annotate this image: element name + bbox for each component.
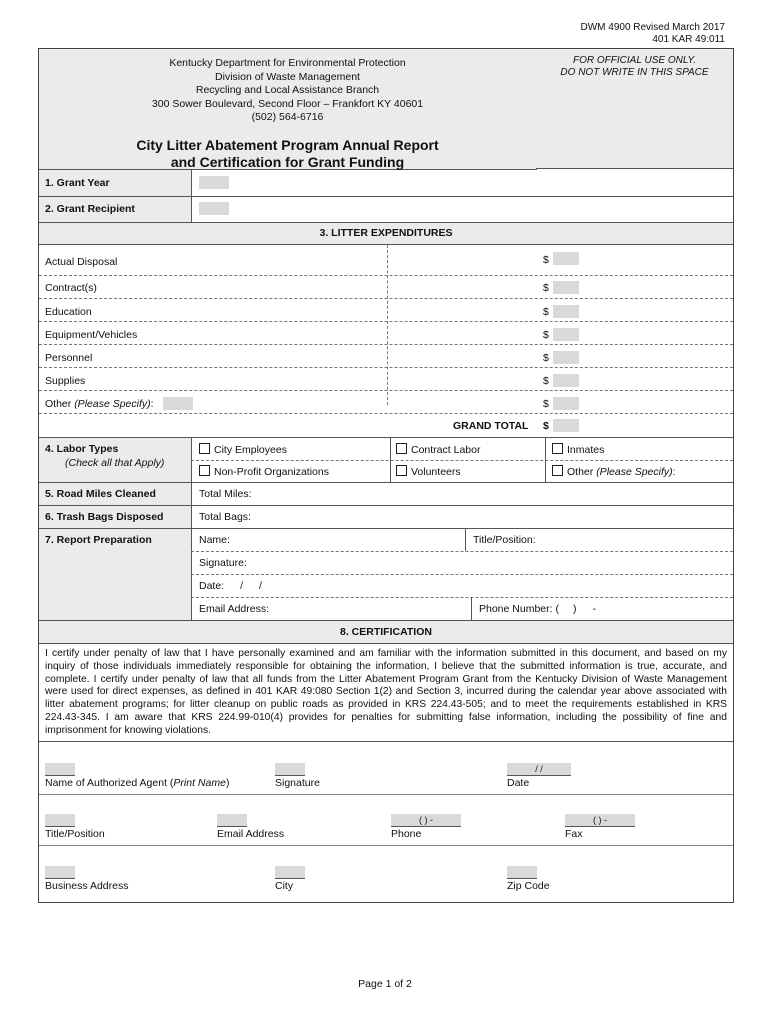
currency-sign: $ [543,329,549,341]
grand-total-label: GRAND TOTAL [453,420,529,432]
agency-block [39,49,537,170]
regulation-code: 401 KAR 49:011 [652,34,725,45]
divider [39,196,733,197]
certification-text: I certify under penalty of law that I have personally examined and am familiar with the information submitted in this document, and based on my inquiry of those individuals immediately responsible for obtaining the information, I believe that the submitted information is true, accurate, and complete. I certify under penalty of law that all funds from the Litter Abatement Program Grant from the Kentucky Division of Waste Management were used for direct expenses, as defined in 401 KAR 49:080 Section 1(2) and Section 3, incurred during the calendar year above associated with litter abatement programs; for litter cleanup on public roads as provided in KRS 224.43-505; and to meet the requirements established in KRS 224.43-345. I am aware that KRS 224.99-010(4) provides for penalties for submitting false information, including the possibility of fine and imprisonment for knowing violations. [45,648,727,736]
total-bags-field[interactable]: Total Bags: [199,511,251,523]
form-number-block [580,22,725,46]
labor-city-employees[interactable] [199,443,287,456]
currency-sign: $ [543,420,549,432]
option-label: Volunteers [411,466,461,478]
fax-field[interactable]: ( ) - [565,814,635,827]
grant-year-label: 1. Grant Year [45,177,110,189]
personnel-amount[interactable] [553,351,579,364]
zip-code-field[interactable] [507,866,537,879]
option-label: City Employees [214,444,287,456]
report-form [38,48,734,903]
labor-volunteers[interactable] [396,465,461,478]
checkbox-icon[interactable] [396,465,407,476]
option-label-italic: (Please Specify) [596,466,673,478]
option-label: Other [567,466,597,478]
other-amount[interactable] [553,397,579,410]
divider [39,741,733,742]
preparer-title-field[interactable]: Title/Position: [473,534,536,546]
divider [39,413,733,414]
certification-heading: 8. CERTIFICATION [39,621,733,643]
division-name: Division of Waste Management [215,70,360,83]
expense-actual-disposal: Actual Disposal [45,256,118,268]
agent-label-text: Name of Authorized Agent ( [45,777,174,789]
divider [465,528,466,551]
expense-personnel: Personnel [45,352,93,364]
preparer-name-field[interactable]: Name: [199,534,230,546]
total-miles-field[interactable]: Total Miles: [199,488,252,500]
email-address-label: Email Address [217,828,285,840]
other-label-text: Other [45,398,75,410]
checkbox-icon[interactable] [552,443,563,454]
option-label: Non-Profit Organizations [214,466,329,478]
signature-label: Signature [275,777,320,789]
official-use-line1: FOR OFFICIAL USE ONLY. [572,55,696,66]
road-miles-label: 5. Road Miles Cleaned [45,488,156,500]
labor-non-profit[interactable] [199,465,329,478]
divider [39,244,733,245]
equipment-amount[interactable] [553,328,579,341]
option-label-colon: : [672,466,676,478]
grant-recipient-label: 2. Grant Recipient [45,203,135,215]
divider [39,298,733,299]
agent-label-paren: ) [225,777,230,789]
divider [191,551,733,552]
agent-name-field[interactable] [45,763,75,776]
checkbox-icon[interactable] [396,443,407,454]
option-label: Inmates [567,444,605,456]
divider [39,794,733,795]
form-title-line1: City Litter Abatement Program Annual Report [136,136,439,153]
agent-date-field[interactable]: / / [507,763,571,776]
divider [39,505,733,506]
expense-contracts: Contract(s) [45,282,97,294]
expense-supplies: Supplies [45,375,86,387]
divider [39,275,733,276]
currency-sign: $ [543,352,549,364]
zip-code-label: Zip Code [507,880,550,892]
divider [387,245,388,405]
grant-year-field[interactable] [199,176,229,189]
city-label: City [275,880,294,892]
divider [39,528,733,529]
phone-label: Phone [391,828,422,840]
labor-types-hint: (Check all that Apply) [65,457,165,469]
divider [191,597,733,598]
date-separator: / [259,580,262,592]
title-position-field[interactable] [45,814,75,827]
labor-other[interactable] [552,465,676,478]
divider [191,460,733,461]
other-label-italic: (Please Specify) [74,398,151,410]
currency-sign: $ [543,398,549,410]
date-label: Date: [199,580,225,592]
contracts-amount[interactable] [553,281,579,294]
currency-sign: $ [543,375,549,387]
currency-sign: $ [543,306,549,318]
labor-inmates[interactable] [552,443,604,456]
form-number: DWM 4900 Revised March 2017 [580,22,725,33]
phone-paren: ) [572,603,577,615]
report-preparation-label: 7. Report Preparation [45,534,152,546]
agency-name: Kentucky Department for Environmental Protection [169,57,406,69]
grant-recipient-field[interactable] [199,202,229,215]
divider [191,574,733,575]
email-address-field[interactable] [217,814,247,827]
agent-label-italic: Print Name [173,777,226,789]
branch-name: Recycling and Local Assistance Branch [195,84,380,96]
currency-sign: $ [543,254,549,266]
business-address-field[interactable] [45,866,75,879]
divider [39,482,733,483]
divider [39,390,733,391]
form-title-line2: and Certification for Grant Funding [170,153,405,170]
divider [39,321,733,322]
education-amount[interactable] [553,305,579,318]
labor-types-label: 4. Labor Types [45,443,119,455]
business-address-label: Business Address [45,880,129,892]
trash-bags-label: 6. Trash Bags Disposed [45,511,164,523]
supplies-amount[interactable] [553,374,579,387]
preparer-phone-field[interactable] [479,603,596,615]
grand-total-amount[interactable] [553,419,579,432]
phone-label: Phone Number: ( [479,603,559,615]
other-specify-field[interactable] [163,397,193,410]
actual-disposal-amount[interactable] [553,252,579,265]
expense-other-label [45,398,154,410]
other-label-colon: : [150,398,154,410]
expense-education: Education [45,306,92,318]
agency-address: 300 Sower Boulevard, Second Floor – Frankfort KY 40601 [151,97,424,110]
labor-contract-labor[interactable] [396,443,480,456]
checkbox-icon[interactable] [199,465,210,476]
date-separator: / [240,580,244,592]
divider [471,597,472,620]
currency-sign: $ [543,282,549,294]
date-label: Date [507,777,530,789]
litter-expenditures-heading: 3. LITTER EXPENDITURES [39,223,733,244]
city-field[interactable] [275,866,305,879]
official-use-line2: DO NOT WRITE IN THIS SPACE [560,67,709,78]
agent-signature-field[interactable] [275,763,305,776]
phone-dash: - [592,603,596,615]
divider [39,367,733,368]
page-number: Page 1 of 2 [358,978,412,990]
preparer-date-field[interactable] [199,580,262,592]
preparer-email-field[interactable]: Email Address: [199,603,270,615]
official-use-box [536,49,733,169]
agent-name-label [45,777,229,789]
title-position-label: Title/Position [45,828,105,840]
preparer-signature-field[interactable]: Signature: [199,557,247,569]
phone-field[interactable]: ( ) - [391,814,461,827]
option-label: Contract Labor [411,444,481,456]
expense-equipment-vehicles: Equipment/Vehicles [45,329,138,341]
divider [39,845,733,846]
checkbox-icon[interactable] [199,443,210,454]
agency-phone: (502) 564-6716 [251,111,324,123]
divider [39,643,733,644]
divider [191,438,192,620]
divider [39,344,733,345]
fax-label: Fax [565,828,583,840]
checkbox-icon[interactable] [552,465,563,476]
